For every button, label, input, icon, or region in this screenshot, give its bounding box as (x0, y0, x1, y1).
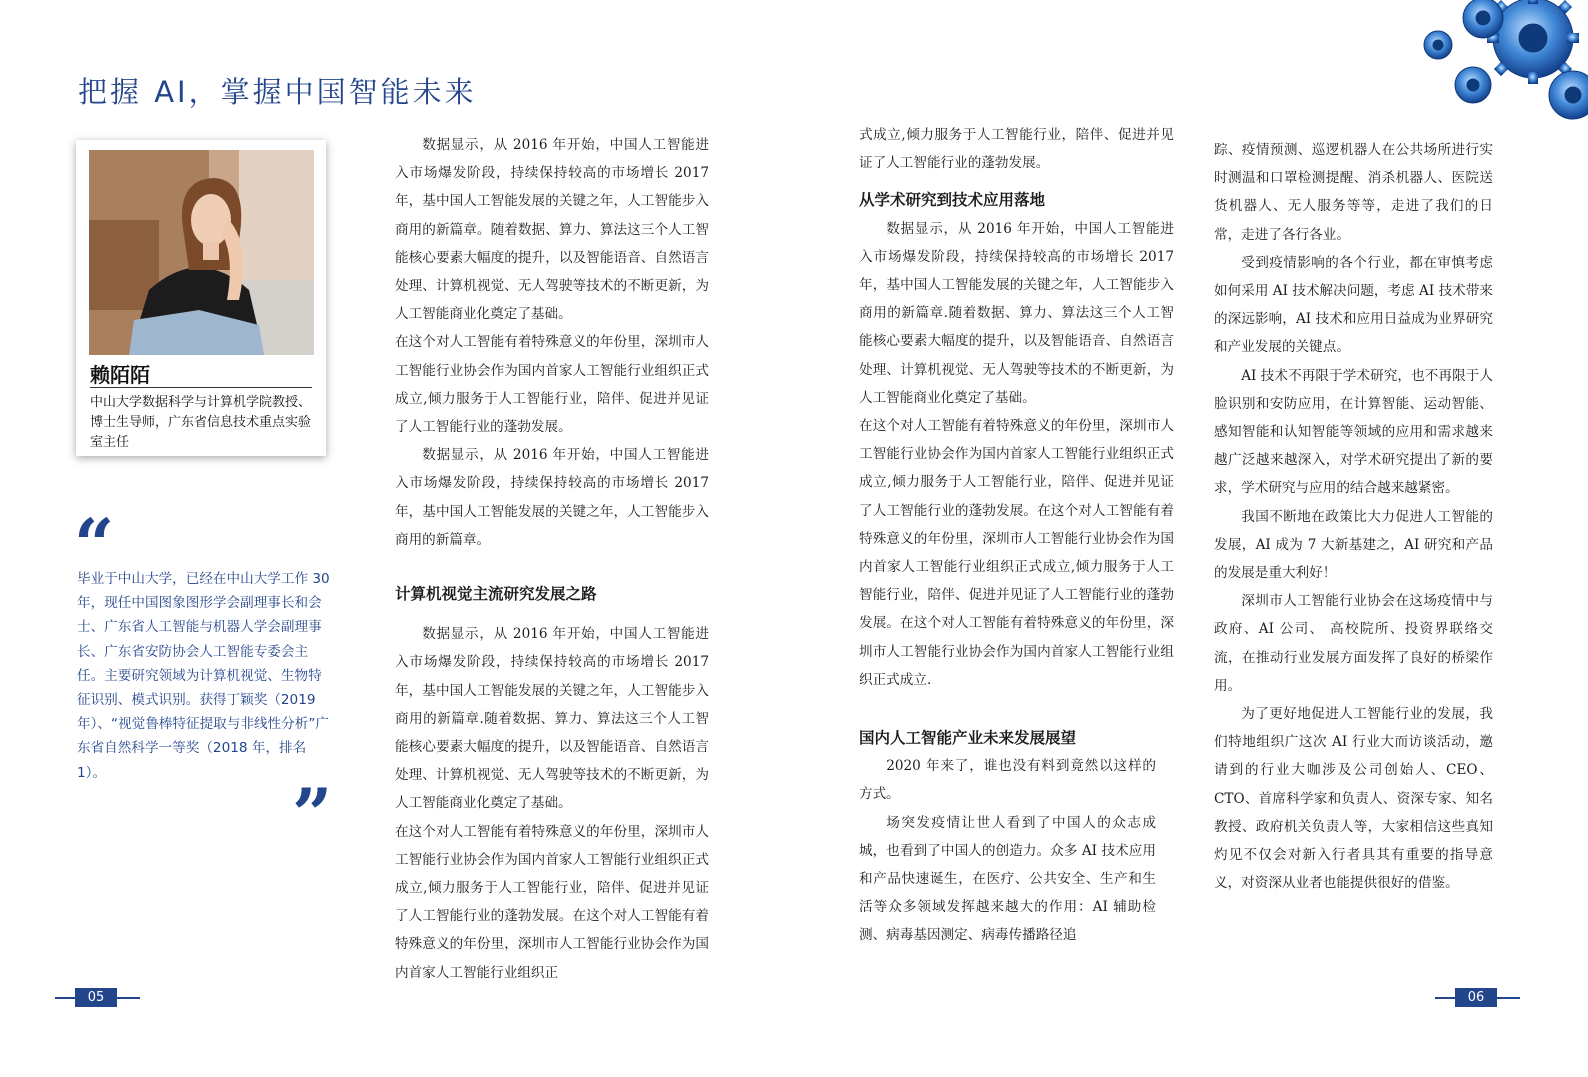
paragraph: 在这个对人工智能有着特殊意义的年份里，深圳市人工智能行业协会作为国内首家人工智能行业组织正式成立,倾力服务于人工智能行业，陪伴、促进并见证了人工智能行业的蓬勃发展。 (395, 334, 709, 436)
portrait-photo (89, 150, 314, 355)
paragraph: 为了更好地促进人工智能行业的发展，我们特地组织广这次 AI 行业大而访谈活动，邀请到的行业大咖涉及公司创始人、CEO、CTO、首席科学家和负责人、资深专家、知名教授、政府机关负责人等，大家相信这些真知灼见不仅会对新入行者具其有重要的指导意义，对资深从业者也能提供很好的借鉴。 (1214, 706, 1493, 892)
page-number-right (1435, 988, 1520, 1007)
quote-close-mark: ” (292, 773, 333, 856)
paragraph: 数据显示，从 2016 年开始，中国人工智能进入市场爆发阶段，持续保持较高的市场增长 2017 年，基中国人工智能发展的关键之年，人工智能步入商用的新篇章.随着数据、算力、算法这三个人工智能核心要素大幅度的提升，以及智能语音、自然语言处理、计算机视觉、无人驾驶等技术的不断更新，为人工智能商业化奠定了基础。 (859, 220, 1174, 406)
paragraph: 受到疫情影响的各个行业，都在审慎考虑如何采用 AI 技术解决问题，考虑 AI 技术带来的深远影响，AI 技术和应用日益成为业界研究和产业发展的关键点。 (1214, 254, 1493, 356)
paragraph: 式成立,倾力服务于人工智能行业，陪伴、促进并见证了人工智能行业的蓬勃发展。 (859, 127, 1174, 172)
section-heading: 计算机视觉主流研究发展之路 (395, 584, 597, 604)
article-column-1 (395, 131, 709, 987)
article-column-3 (1214, 136, 1493, 897)
paragraph: 我国不断地在政策比大力促进人工智能的发展，AI 成为 7 大新基建之，AI 研究和产品的发展是重大利好！ (1214, 508, 1493, 582)
page-number-left-label: 05 (75, 988, 117, 1007)
paragraph: 数据显示，从 2016 年开始，中国人工智能进入市场爆发阶段，持续保持较高的市场增长 2017 年，基中国人工智能发展的关键之年，人工智能步入商用的新篇章。 (395, 447, 709, 548)
page-number-right-label: 06 (1455, 988, 1497, 1007)
profile-card (76, 140, 326, 456)
paragraph: 在这个对人工智能有着特殊意义的年份里，深圳市人工智能行业协会作为国内首家人工智能行业组织正式成立,倾力服务于人工智能行业，陪伴、促进并见证了人工智能行业的蓬勃发展。在这个对人工智能有着特殊意义的年份里，深圳市人工智能行业协会作为国内首家人工智能行业组织正式成立,倾力服务于人工智能行业，陪伴、促进并见证了人工智能行业的蓬勃发展。在这个对人工智能有着特殊意义的年份里，深圳市人工智能行业协会作为国内首家人工智能行业组织正式成立. (859, 418, 1174, 688)
paragraph: AI 技术不再限于学术研究，也不再限于人脸识别和安防应用，在计算智能、运动智能、 感知智能和认知智能等领域的应用和需求越来越广泛越来越深入，对学术研究提出了新的要求，学术研究与应用的结合越来越紧密。 (1214, 367, 1493, 497)
profile-name: 赖陌陌 (90, 363, 150, 387)
section-heading: 国内人工智能产业未来发展展望 (859, 728, 1077, 748)
paragraph: 数据显示，从 2016 年开始，中国人工智能进入市场爆发阶段，持续保持较高的市场增长 2017 年，基中国人工智能发展的关键之年，人工智能步入商用的新篇章.随着数据、算力、算法这三个人工智能核心要素大幅度的提升，以及智能语音、自然语言处理、计算机视觉、无人驾驶等技术的不断更新，为人工智能商业化奠定了基础。 (395, 626, 709, 812)
paragraph: 在这个对人工智能有着特殊意义的年份里，深圳市人工智能行业协会作为国内首家人工智能行业组织正式成立,倾力服务于人工智能行业，陪伴、促进并见证了人工智能行业的蓬勃发展。在这个对人工智能有着特殊意义的年份里，深圳市人工智能行业协会作为国内首家人工智能行业组织正 (395, 823, 709, 981)
profile-description: 中山大学数据科学与计算机学院教授、博士生导师，广东省信息技术重点实验室主任 (90, 395, 312, 450)
gears-decoration-icon (1388, 0, 1588, 125)
page-number-left (55, 988, 140, 1007)
quote-open-mark: “ (74, 503, 115, 586)
section-heading: 从学术研究到技术应用落地 (859, 190, 1046, 210)
paragraph: 踪、疫情预测、巡逻机器人在公共场所进行实时测温和口罩检测提醒、消杀机器人、医院送货机器人、无人服务等等，走进了我们的日常，走进了各行各业。 (1214, 142, 1493, 243)
paragraph: 数据显示，从 2016 年开始，中国人工智能进入市场爆发阶段，持续保持较高的市场增长 2017 年，基中国人工智能发展的关键之年，人工智能步入商用的新篇章。随着数据、算力、算法这三个人工智能核心要素大幅度的提升，以及智能语音、自然语言处理、计算机视觉、无人驾驶等技术的不断更新，为人工智能商业化奠定了基础。 (395, 137, 709, 323)
quote-text: 毕业于中山大学，已经在中山大学工作 30 年，现任中国图象图形学会副理事长和会士、广东省人工智能与机器人学会副理事长、广东省安防协会人工智能专委会主任。主要研究领域为计算机视觉、生物特征识别、模式识别。获得丁颖奖（2019 年）、“视觉鲁棒特征提取与非线性分析”广东省自然科学一等奖（2018 年，排名 1）。 (77, 571, 330, 781)
page-title: 把握 AI，掌握中国智能未来 (78, 75, 477, 109)
paragraph: 2020 年来了，谁也没有料到竟然以这样的方式。 (859, 758, 1156, 803)
paragraph: 深圳市人工智能行业协会在这场疫情中与政府、AI 公司、 高校院所、投资界联络交流，在推动行业发展方面发挥了良好的桥梁作用。 (1214, 593, 1493, 694)
paragraph: 场突发疫情让世人看到了中国人的众志成城，也看到了中国人的创造力。众多 AI 技术应用和产品快速诞生，在医疗、公共安全、生产和生活等众多领域发挥越来越大的作用：AI 辅助检测、病毒基因测定、病毒传播路径追 (859, 814, 1156, 944)
profile-divider (90, 387, 312, 388)
article-column-2 (859, 121, 1174, 950)
